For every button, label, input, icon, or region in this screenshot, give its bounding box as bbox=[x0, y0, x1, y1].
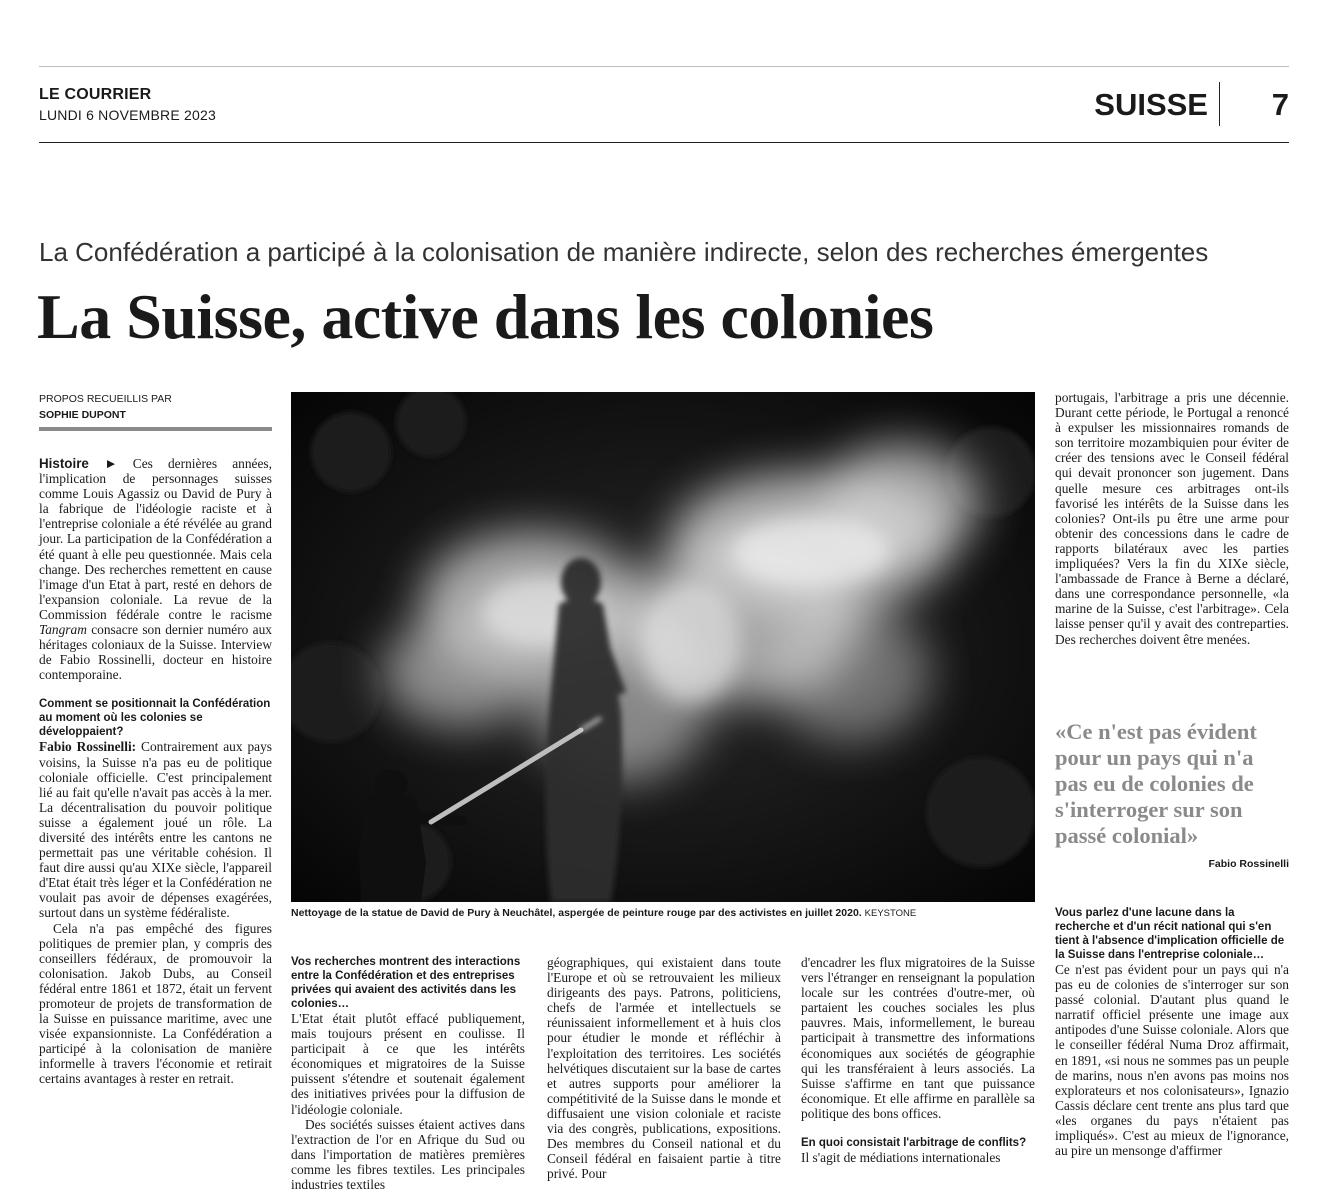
interview-answer: Ce n'est pas évident pour un pays qui n'a pas eu de colonies de s'interroger sur son passé colonial. D'autant plus quand le narratif officiel présente une image aux antipodes d'une Suisse coloniale. Alors que le conseiller fédéral Numa Droz affirmait, en 1891, «si nous ne sommes pas un peuple de marins, nous n'en avons pas moins nos explorateurs et nos colonisateurs», Ignazio Cassis déclare cent trente ans plus tard que «les organes du pays n'étaient pas impliqués». C'est au mieux de l'ignorance, au pire un mensonge d'affirmer bbox=[1055, 962, 1289, 1159]
header-rule-bottom bbox=[39, 142, 1289, 143]
article-column-5-bottom bbox=[1055, 906, 1289, 1158]
interview-question: En quoi consistait l'arbitrage de conflits? bbox=[801, 1137, 1027, 1150]
article-column-1 bbox=[39, 456, 272, 1087]
photo-caption bbox=[291, 907, 1035, 919]
issue-date: LUNDI 6 NOVEMBRE 2023 bbox=[39, 107, 216, 123]
statue-spray-photo bbox=[291, 392, 1035, 902]
article-column-5-top bbox=[1055, 390, 1289, 647]
byline-role: PROPOS RECUEILLIS PAR bbox=[39, 393, 172, 405]
pull-quote: «Ce n'est pas évident pour un pays qui n'a pas eu de colonies de s'interroger sur son passé colonial» bbox=[1055, 719, 1257, 848]
intro-text: Ces dernières années, l'implication de personnages suisses comme Louis Agassiz ou David de Pury à la fabrique de l'idéologie raciste et à l'entreprise coloniale a été révélée au grand jour. La participation de la Confédération a été quant à elle peu questionnée. Mais cela change. Des recherches remettent en cause l'image d'un Etat à part, resté en dehors de l'expansion coloniale. La revue de la Commission fédérale contre le racisme bbox=[39, 456, 272, 622]
intro-paragraph bbox=[39, 456, 272, 682]
interview-question: Vos recherches montrent des interactions entre la Confédération et des entreprises privées qui avaient des activités dans les colonies… bbox=[291, 956, 521, 1010]
answer-speaker: Fabio Rossinelli: bbox=[39, 739, 137, 755]
photo-credit: KEYSTONE bbox=[864, 908, 917, 919]
rubric-label: Histoire ► bbox=[39, 456, 118, 471]
header-rule-top bbox=[39, 66, 1289, 67]
byline-rule bbox=[39, 427, 272, 431]
interview-question: Vous parlez d'une lacune dans la recherche et d'un récit national qui s'en tient à l'absence d'implication officielle de la Suisse dans l'entreprise coloniale… bbox=[1055, 907, 1285, 961]
article-column-4 bbox=[801, 955, 1035, 1165]
article-kicker: La Confédération a participé à la colonisation de manière indirecte, selon des recherches émergentes bbox=[39, 237, 1209, 267]
intro-text-end: consacre son dernier numéro aux héritages coloniaux de la Suisse. Interview de Fabio Rossinelli, docteur en histoire contemporaine. bbox=[39, 622, 272, 683]
pull-quote-author: Fabio Rossinelli bbox=[1208, 858, 1289, 870]
article-paragraph: géographiques, qui existaient dans toute l'Europe et où se retrouvaient les milieux dirigeants des pays. Patrons, politiciens, chefs de l'armée et intellectuels se réunissaient informellement et à huis clos pour étudier le monde et réfléchir à l'exploitation des territoires. Les sociétés helvétiques discutaient sur la base de cartes et autres supports pour améliorer la compétitivité de la Suisse dans le monde et diffusaient une vision coloniale et raciste via des congrès, publications, expositions. Des membres du Conseil national et du Conseil fédéral en faisaient partie à titre privé. Pour bbox=[547, 955, 781, 1182]
page-number: 7 bbox=[1271, 87, 1289, 122]
interview-answer: Il s'agit de médiations internationales bbox=[801, 1150, 1001, 1166]
section-name: SUISSE bbox=[1094, 87, 1208, 122]
section-separator bbox=[1219, 82, 1220, 126]
caption-text: Nettoyage de la statue de David de Pury à Neuchâtel, aspergée de peinture rouge par des activistes en juillet 2020. bbox=[291, 907, 862, 919]
interview-answer-continued: Cela n'a pas empêché des figures politiques de premier plan, y compris des conseillers fédéraux, de promouvoir la colonisation. Jakob Dubs, au Conseil fédéral entre 1861 et 1872, était un fervent promoteur de projets de transformation de la Suisse en puissance maritime, avec une visée expansionniste. La Confédération a participé à la colonisation de manière informelle à travers l'économie et retirait certains avantages à rester en retrait. bbox=[39, 920, 272, 1087]
publication-title: Tangram bbox=[39, 622, 87, 638]
interview-answer bbox=[39, 739, 272, 920]
interview-question: Comment se positionnait la Confédération au moment où les colonies se développaient? bbox=[39, 698, 271, 739]
byline-name: SOPHIE DUPONT bbox=[39, 409, 126, 421]
article-photo bbox=[291, 392, 1035, 902]
paper-name: LE COURRIER bbox=[39, 86, 152, 103]
article-paragraph: portugais, l'arbitrage a pris une décennie. Durant cette période, le Portugal a renoncé à expulser les missionnaires romands de son territoire mozambiquien pour éviter de créer des tensions avec le Conseil fédéral qui devait prononcer son jugement. Dans quelle mesure ces arbitrages ont-ils favorisé les intérêts de la Suisse dans les colonies? Ont-ils pu être une arme pour obtenir des concessions dans le cadre de rapports bilatéraux avec les parties impliquées? Vers la fin du XIXe siècle, l'ambassade de France à Berne a déclaré, dans une correspondance personnelle, «la marine de la Suisse, c'est l'arbitrage». Cela laisse penser qu'il y avait des contreparties. Des recherches doivent être menées. bbox=[1055, 390, 1289, 647]
interview-answer: L'Etat était plutôt effacé publiquement, mais toujours présent en coulisse. Il participait à ce que les intérêts économiques et migratoires de la Suisse puissent s'étendre et soutenait également des initiatives privées pour la diffusion de l'idéologie coloniale. bbox=[291, 1011, 525, 1117]
article-headline: La Suisse, active dans les colonies bbox=[37, 281, 934, 352]
article-column-2 bbox=[291, 955, 525, 1192]
article-paragraph: d'encadrer les flux migratoires de la Suisse vers l'étranger en renseignant la population locale sur les contrées d'outre-mer, où partaient les couches sociales les plus pauvres. Mais, informellement, le bureau participait à transmettre des informations économiques aux sociétés de géographie qui les transféraient à leurs associés. La Suisse s'affirme en tant que puissance économique. Et elle affirme en parallèle sa politique des bons offices. bbox=[801, 955, 1035, 1121]
article-column-3 bbox=[547, 955, 781, 1181]
interview-answer-continued: Des sociétés suisses étaient actives dans l'extraction de l'or en Afrique du Sud ou dans l'importation de matières premières comme les fibres textiles. Les principales industries textiles bbox=[291, 1116, 525, 1193]
answer-text: Contrairement aux pays voisins, la Suisse n'a pas eu de politique coloniale officielle. C'est principalement lié au fait qu'elle n'avait pas accès à la mer. La décentralisation du pouvoir politique suisse a également joué un rôle. La diversité des intérêts entre les cantons ne permettait pas une véritable cohésion. Il faut dire aussi qu'au XIXe siècle, l'appareil d'Etat était très léger et la Confédération ne voulait pas avoir de dépenses exagérées, surtout dans un système fédéraliste. bbox=[39, 739, 272, 921]
